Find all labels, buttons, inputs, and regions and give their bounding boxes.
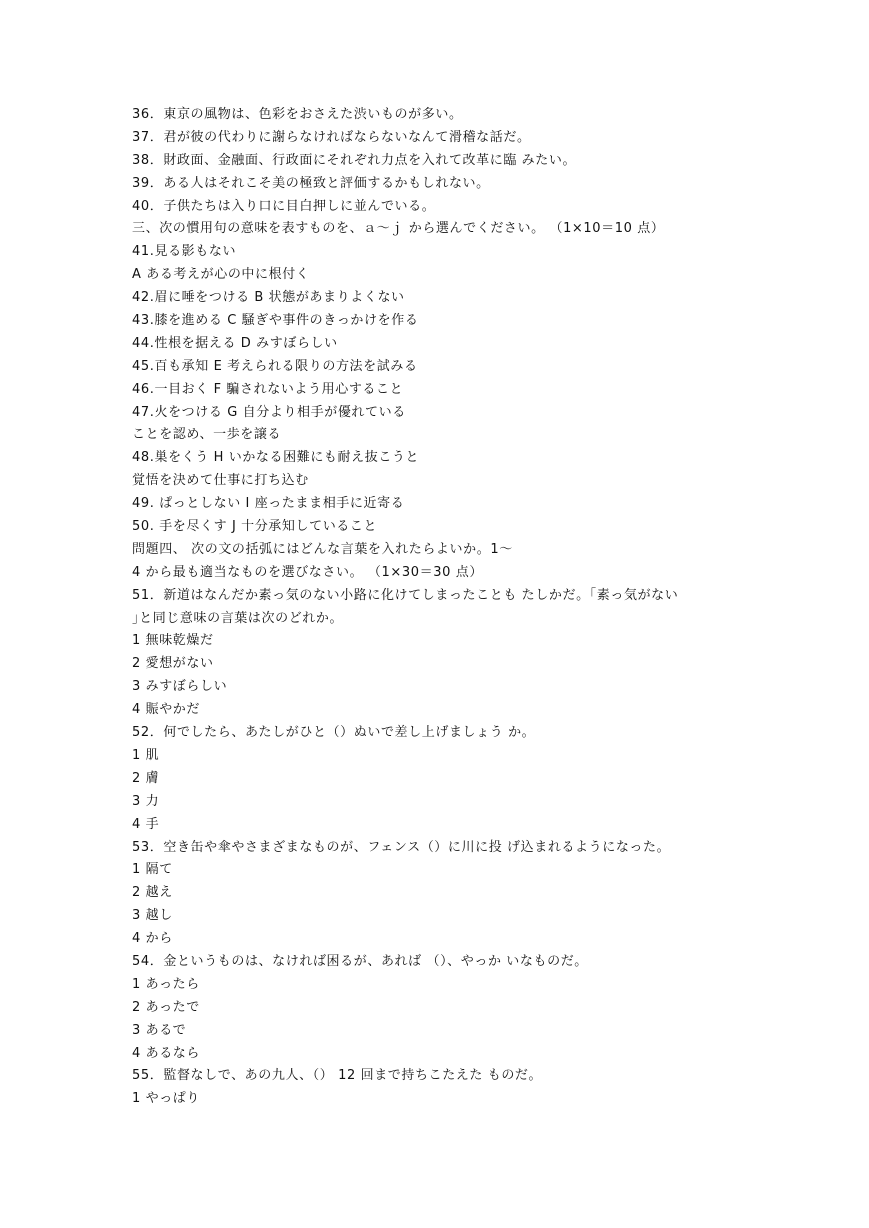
question-51: 51．新道はなんだか素っ気のない小路に化けてしまったことも たしかだ。｢素っ気がない [132, 587, 679, 603]
question-40: 40．子供たちは入り口に目白押しに並んでいる。 [132, 198, 436, 214]
idiom-46: 46.一目おく F 騙されないよう用心すること [132, 381, 404, 397]
option-53-1: 1 隔て [132, 862, 173, 878]
idiom-47: 47.火をつける G 自分より相手が優れている [132, 404, 406, 420]
option-53-4: 4 から [132, 931, 173, 947]
option-51-3: 3 みすぼらしい [132, 679, 228, 695]
option-55-1: 1 やっぱり [132, 1091, 201, 1107]
idiom-41: 41.見る影もない [132, 244, 237, 260]
option-52-4: 4 手 [132, 816, 160, 832]
question-54: 54．金というものは、なければ困るが、あれば （）、やっか いなものだ。 [132, 953, 588, 969]
section-3-heading: 三、次の慣用句の意味を表すものを、ａ～ｊ から選んでください。 （1×10＝10 点） [132, 221, 665, 237]
section-4-heading: 問題四、 次の文の括弧にはどんな言葉を入れたらよいか。1～ [132, 541, 513, 557]
option-51-1: 1 無味乾燥だ [132, 633, 214, 649]
option-51-2: 2 愛想がない [132, 656, 214, 672]
option-52-1: 1 肌 [132, 747, 160, 763]
question-53: 53．空き缶や傘やさまざまなものが、フェンス（）に川に投 げ込まれるようになった。 [132, 839, 671, 855]
section-4-heading-continued: 4 から最も適当なものを選びなさい。 （1×30＝30 点） [132, 564, 483, 580]
option-53-2: 2 越え [132, 885, 173, 901]
question-38: 38．財政面、金融面、行政面にそれぞれ力点を入れて改革に臨 みたい。 [132, 152, 577, 168]
meaning-h-continued: 覚悟を決めて仕事に打ち込む [132, 473, 309, 489]
option-54-3: 3 あるで [132, 1022, 187, 1038]
question-55: 55．監督なしで、あの九人、（） 12 回まで持ちこたえた ものだ。 [132, 1068, 543, 1084]
document-body [132, 104, 842, 1111]
idiom-48: 48.巣をくう H いかなる困難にも耐え抜こうと [132, 450, 420, 466]
idiom-45: 45.百も承知 E 考えられる限りの方法を試みる [132, 358, 418, 374]
option-54-2: 2 あったで [132, 999, 200, 1015]
meaning-g-continued: ことを認め、一歩を譲る [132, 427, 282, 443]
idiom-42: 42.眉に唾をつける B 状態があまりよくない [132, 290, 405, 306]
question-52: 52．何でしたら、あたしがひと（）ぬいで差し上げましょう か。 [132, 725, 536, 741]
option-52-3: 3 力 [132, 793, 160, 809]
meaning-a: A ある考えが心の中に根付く [132, 267, 310, 283]
question-51-continued: ｣と同じ意味の言葉は次のどれか。 [132, 610, 344, 626]
idiom-43: 43.膝を進める C 騒ぎや事件のきっかけを作る [132, 313, 419, 329]
idiom-49: 49. ぱっとしない I 座ったまま相手に近寄る [132, 496, 405, 512]
idiom-50: 50. 手を尽くす J 十分承知していること [132, 519, 378, 535]
option-53-3: 3 越し [132, 908, 173, 924]
question-37: 37．君が彼の代わりに謝らなければならないなんて滑稽な話だ。 [132, 129, 531, 145]
option-52-2: 2 膚 [132, 770, 160, 786]
option-54-4: 4 あるなら [132, 1045, 201, 1061]
question-36: 36．東京の風物は、色彩をおさえた渋いものが多い。 [132, 107, 463, 122]
option-51-4: 4 賑やかだ [132, 702, 201, 718]
option-54-1: 1 あったら [132, 976, 200, 992]
idiom-44: 44.性根を据える D みすぼらしい [132, 335, 338, 351]
question-39: 39．ある人はそれこそ美の極致と評価するかもしれない。 [132, 175, 490, 191]
